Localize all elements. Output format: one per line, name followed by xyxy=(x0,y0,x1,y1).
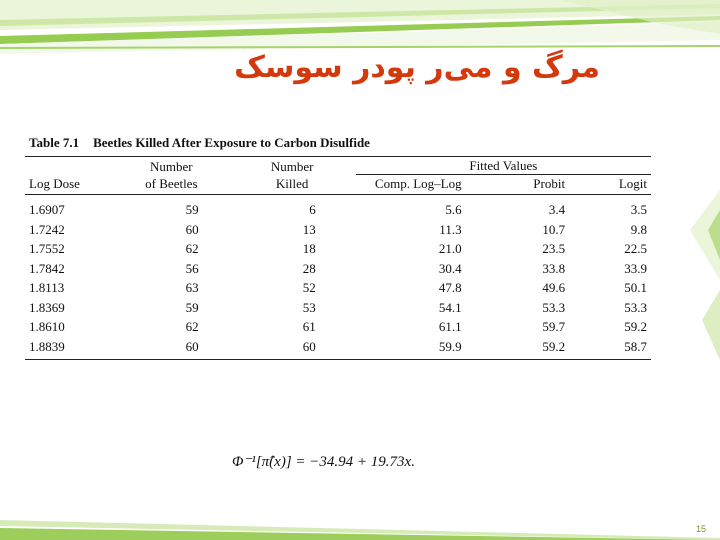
cell-log-dose: 1.7242 xyxy=(29,221,65,237)
cell-num-killed: 61 xyxy=(302,319,316,334)
cell-comp-log-log: 47.8 xyxy=(438,280,462,295)
header-num-beetles-line2: of Beetles xyxy=(114,175,229,195)
cell-probit: 10.7 xyxy=(542,221,566,237)
cell-logit: 3.5 xyxy=(630,202,647,217)
table-row xyxy=(25,317,651,337)
cell-num-killed: 13 xyxy=(302,221,316,237)
cell-logit: 9.8 xyxy=(630,221,647,237)
slide-title: مرگ و می‌ر پودر سوسک xyxy=(234,50,600,85)
table-row xyxy=(25,239,651,259)
table-caption-text: Beetles Killed After Exposure to Carbon Disulfide xyxy=(93,135,370,150)
table-row xyxy=(25,220,651,240)
cell-num-killed: 6 xyxy=(309,202,316,217)
cell-num-killed: 18 xyxy=(302,241,316,256)
table-row xyxy=(25,259,651,279)
cell-logit: 22.5 xyxy=(624,241,647,256)
cell-comp-log-log: 30.4 xyxy=(438,260,462,276)
cell-comp-log-log: 11.3 xyxy=(439,221,462,237)
table-caption-number: Table 7.1 xyxy=(29,135,80,150)
cell-comp-log-log: 21.0 xyxy=(438,241,462,256)
table-row xyxy=(25,278,651,298)
cell-log-dose: 1.8839 xyxy=(25,337,114,360)
cell-num-killed: 52 xyxy=(302,280,316,295)
cell-comp-log-log: 5.6 xyxy=(445,202,462,217)
cell-log-dose: 1.7842 xyxy=(29,260,65,276)
cell-comp-log-log: 59.9 xyxy=(356,337,478,360)
cell-num-beetles: 63 xyxy=(185,280,199,295)
cell-probit: 53.3 xyxy=(542,299,566,315)
cell-logit: 59.2 xyxy=(624,319,647,334)
table-header-row-columns xyxy=(25,175,651,195)
cell-comp-log-log: 61.1 xyxy=(438,319,462,334)
header-fitted-values: Fitted Values xyxy=(356,157,651,175)
cell-logit: 58.7 xyxy=(581,337,651,360)
cell-log-dose: 1.8610 xyxy=(29,319,65,334)
beetles-table xyxy=(25,156,651,360)
header-comp-log-log: Comp. Log–Log xyxy=(356,175,478,195)
cell-logit: 33.9 xyxy=(624,260,647,276)
table-caption xyxy=(29,134,655,152)
right-decoration xyxy=(680,170,720,430)
header-num-killed-line2: Killed xyxy=(229,175,356,195)
cell-num-killed: 60 xyxy=(229,337,356,360)
cell-probit: 59.2 xyxy=(478,337,582,360)
cell-num-beetles: 60 xyxy=(114,337,229,360)
header-num-beetles-line1: Number xyxy=(150,158,193,174)
cell-num-killed: 53 xyxy=(302,299,316,315)
cell-log-dose: 1.7552 xyxy=(29,241,65,256)
cell-probit: 23.5 xyxy=(542,241,566,256)
cell-probit: 3.4 xyxy=(548,202,566,217)
cell-log-dose: 1.8113 xyxy=(29,280,65,295)
table-figure xyxy=(25,134,655,360)
cell-num-beetles: 62 xyxy=(185,319,199,334)
page-number: 15 xyxy=(695,524,706,534)
table-row xyxy=(25,337,651,360)
cell-num-killed: 28 xyxy=(302,260,316,276)
table-row xyxy=(25,195,651,220)
cell-num-beetles: 59 xyxy=(185,202,199,217)
header-num-killed-line1: Number xyxy=(270,158,314,174)
cell-probit: 33.8 xyxy=(542,260,566,276)
header-probit: Probit xyxy=(478,175,582,195)
cell-logit: 50.1 xyxy=(624,280,647,295)
cell-probit: 59.7 xyxy=(542,319,566,334)
table-row xyxy=(25,298,651,318)
cell-log-dose: 1.6907 xyxy=(29,202,65,217)
cell-num-beetles: 60 xyxy=(185,221,199,237)
cell-comp-log-log: 54.1 xyxy=(438,299,462,315)
cell-num-beetles: 62 xyxy=(185,241,199,256)
probit-equation: Φ⁻¹[π̂(x)] = −34.94 + 19.73x. xyxy=(232,454,415,470)
cell-probit: 49.6 xyxy=(542,280,566,295)
cell-num-beetles: 59 xyxy=(185,299,199,315)
header-logit: Logit xyxy=(581,175,651,195)
cell-logit: 53.3 xyxy=(624,299,647,315)
bottom-decoration xyxy=(0,510,720,540)
header-log-dose: Log Dose xyxy=(25,175,114,195)
cell-num-beetles: 56 xyxy=(185,260,199,276)
cell-log-dose: 1.8369 xyxy=(29,299,65,315)
table-header-row-top xyxy=(25,157,651,175)
